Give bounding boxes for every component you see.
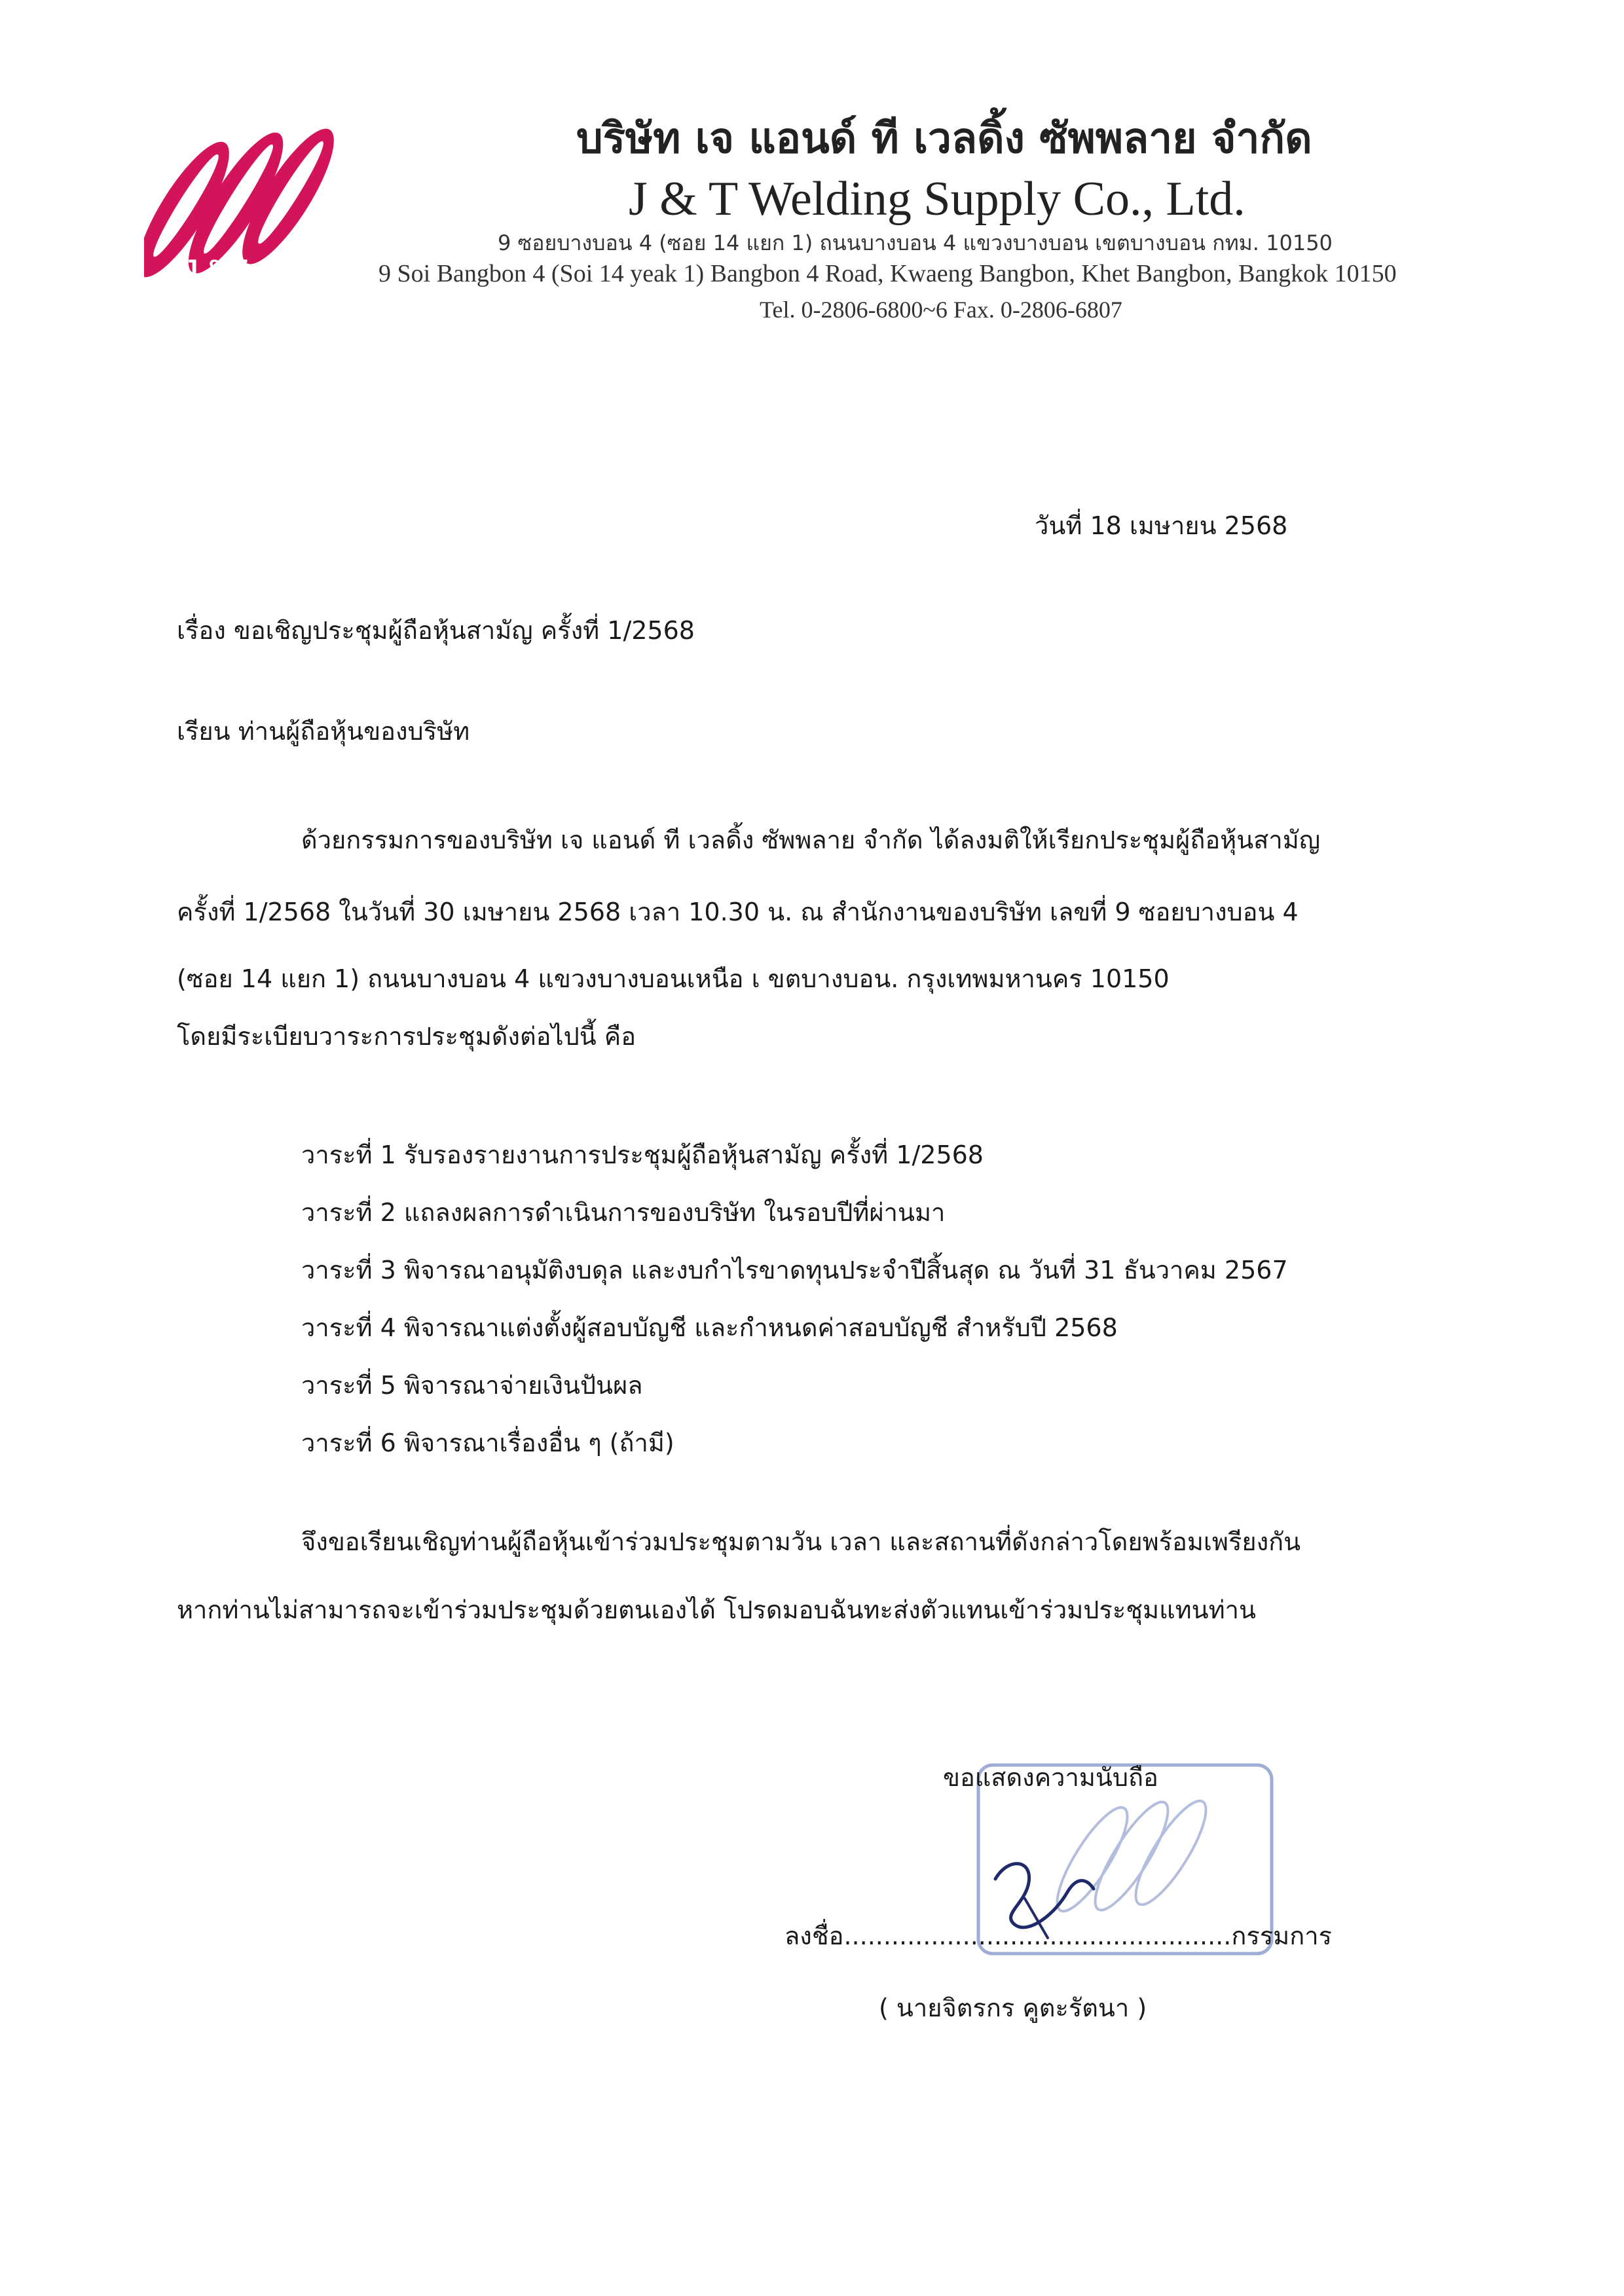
letter-date: วันที่ 18 เมษายน 2568	[1035, 511, 1288, 540]
company-name-english: J & T Welding Supply Co., Ltd.	[629, 172, 1246, 226]
agenda-item: วาระที่ 6 พิจารณาเรื่องอื่น ๆ (ถ้ามี)	[301, 1429, 674, 1457]
logo-text: J & T	[183, 255, 248, 283]
closing-paragraph-line: จึงขอเรียนเชิญท่านผู้ถือหุ้นเข้าร่วมประชุมตามวัน เวลา และสถานที่ดังกล่าวโดยพร้อมเพรียงกัน	[301, 1527, 1301, 1556]
signature-line: ลงชื่อ.................................................กรรมการ	[784, 1922, 1332, 1950]
body-line: (ซอย 14 แยก 1) ถนนบางบอน 4 แขวงบางบอนเหนือ เ ขตบางบอน. กรุงเทพมหานคร 10150	[177, 964, 1170, 993]
body-line: ครั้งที่ 1/2568 ในวันที่ 30 เมษายน 2568 เวลา 10.30 น. ณ สำนักงานของบริษัท เลขที่ 9 ซอยบางบอน 4	[177, 898, 1299, 926]
agenda-list	[301, 1126, 1288, 1472]
body-line: โดยมีระเบียบวาระการประชุมดังต่อไปนี้ คือ	[177, 1022, 637, 1051]
letter-subject: เรื่อง ขอเชิญประชุมผู้ถือหุ้นสามัญ ครั้งที่ 1/2568	[177, 616, 695, 645]
signatory-name: ( นายจิตรกร คูตะรัตนา )	[879, 1994, 1147, 2022]
contact-numbers: Tel. 0-2806-6800~6 Fax. 0-2806-6807	[760, 297, 1122, 323]
body-line: ด้วยกรรมการของบริษัท เจ แอนด์ ที เวลดิ้ง ซัพพลาย จำกัด ได้ลงมติให้เรียกประชุมผู้ถือหุ้นสามัญ	[301, 826, 1321, 854]
closing-paragraph-line: หากท่านไม่สามารถจะเข้าร่วมประชุมด้วยตนเองได้ โปรดมอบฉันทะส่งตัวแทนเข้าร่วมประชุมแทนท่าน	[177, 1595, 1256, 1624]
agenda-item: วาระที่ 1 รับรองรายงานการประชุมผู้ถือหุ้นสามัญ ครั้งที่ 1/2568	[301, 1140, 984, 1169]
agenda-item: วาระที่ 5 พิจารณาจ่ายเงินปันผล	[301, 1371, 643, 1400]
agenda-item: วาระที่ 2 แถลงผลการดำเนินการของบริษัท ในรอบปีที่ผ่านมา	[301, 1198, 946, 1227]
address-thai: 9 ซอยบางบอน 4 (ซอย 14 แยก 1) ถนนบางบอน 4 แขวงบางบอน เขตบางบอน กทม. 10150	[498, 230, 1333, 255]
letter-salutation: เรียน ท่านผู้ถือหุ้นของบริษัท	[177, 717, 470, 746]
closing-salutation: ขอแสดงความนับถือ	[943, 1763, 1158, 1792]
company-name-thai: บริษัท เจ แอนด์ ที เวลดิ้ง ซัพพลาย จำกัด	[576, 115, 1312, 163]
company-logo	[144, 118, 360, 288]
address-english: 9 Soi Bangbon 4 (Soi 14 yeak 1) Bangbon 4 Road, Kwaeng Bangbon, Khet Bangbon, Bangkok 10150	[378, 260, 1397, 287]
agenda-item: วาระที่ 3 พิจารณาอนุมัติงบดุล และงบกำไรขาดทุนประจำปีสิ้นสุด ณ วันที่ 31 ธันวาคม 2567	[301, 1256, 1288, 1285]
agenda-item: วาระที่ 4 พิจารณาแต่งตั้งผู้สอบบัญชี และกำหนดค่าสอบบัญชี สำหรับปี 2568	[301, 1313, 1118, 1342]
